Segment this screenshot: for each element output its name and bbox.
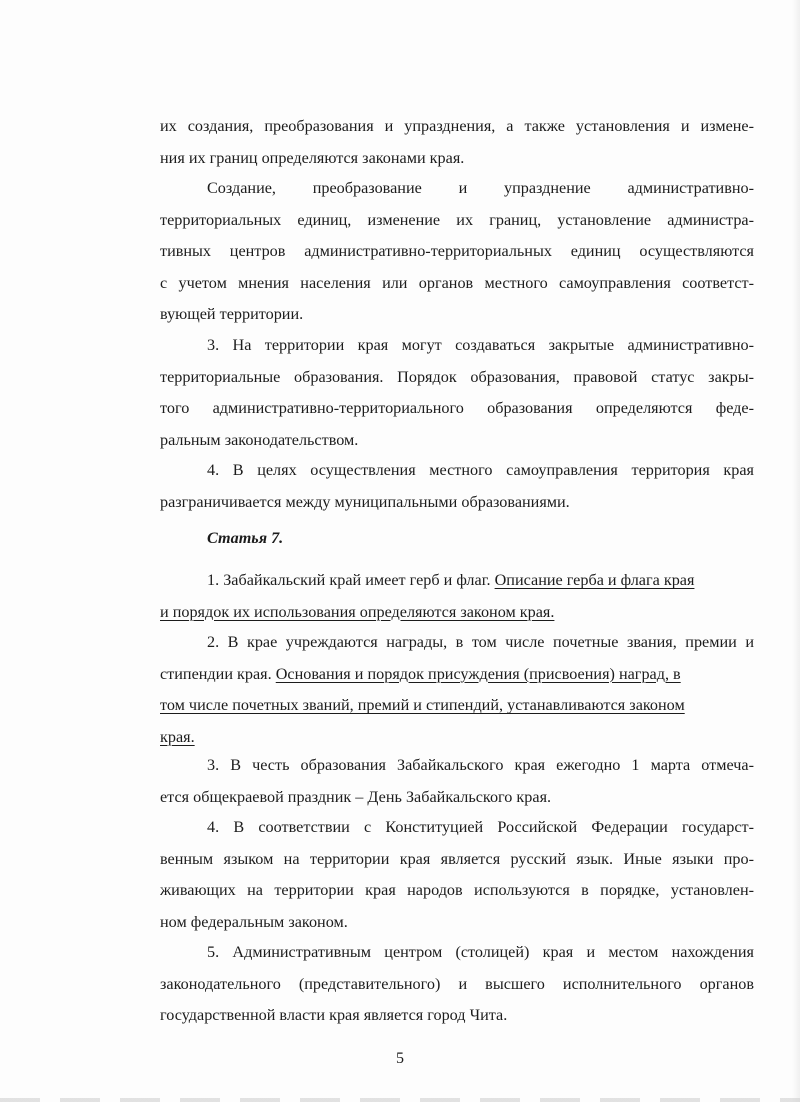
text-line: тивных центров административно-территориальных единиц осуществляются [160, 242, 754, 260]
text-line: 4. В соответствии с Конституцией Российской Федерации государст- [207, 818, 754, 836]
text-line: вующей территории. [160, 305, 304, 323]
text-line: того административно-территориального образования определяются феде- [160, 399, 754, 417]
text-line: государственной власти края является город Чита. [160, 1006, 508, 1024]
underlined-text: края. [160, 727, 195, 746]
text-line [160, 565, 754, 597]
text-line: ральным законодательством. [160, 430, 359, 449]
text-line: ется общекраевой праздник – День Забайкальского края. [160, 787, 552, 806]
text-line: венным языком на территории края является русский язык. Иные языки про- [160, 849, 754, 868]
text-line: 3. На территории края могут создаваться закрытые административно- [207, 336, 754, 354]
text-line: территориальных единиц, изменение их границ, установление администра- [160, 210, 754, 229]
text-plain: 1. Забайкальский край имеет герб и флаг. [207, 571, 495, 589]
text-line: 3. В честь образования Забайкальского края ежегодно 1 марта отмеча- [207, 756, 754, 774]
article-item-4 [160, 812, 754, 938]
text-plain: стипендии края. [160, 664, 276, 683]
text-line: 2. В крае учреждаются награды, в том числе почетные звания, премии и [207, 633, 754, 651]
underlined-text: Основания и порядок присуждения (присвоения) наград, в [275, 664, 681, 683]
underlined-text: том числе почетных званий, премий и стипендий, устанавливаются законом [160, 696, 685, 714]
text-line: 4. В целях осуществления местного самоуправления территория края [207, 461, 754, 479]
page-number: 5 [396, 1050, 404, 1067]
text-line: с учетом мнения населения или органов местного самоуправления соответст- [160, 273, 754, 292]
text-line: законодательного (представительного) и высшего исполнительного органов [160, 974, 754, 993]
article-item-5 [160, 937, 754, 1032]
article-item-1 [160, 565, 754, 628]
article-heading [160, 523, 754, 555]
text-line [160, 722, 754, 754]
text-line: живающих на территории края народов используются в порядке, установлен- [160, 881, 754, 899]
article-item-2 [160, 627, 754, 753]
text-line [160, 659, 754, 691]
article-item-3 [160, 750, 754, 813]
text-line: ния их границ определяются законами края. [160, 148, 465, 167]
text-line: Создание, преобразование и упразднение административно- [207, 179, 754, 197]
text-line: их создания, преобразования и упразднения, а также установления и измене- [160, 117, 754, 135]
paragraph-municipal [160, 455, 754, 518]
underlined-text: и порядок их использования определяются законом края. [160, 602, 555, 621]
paragraph-continuation [160, 111, 754, 174]
scan-edge-shadow [792, 0, 800, 1102]
paragraph-closed-formations [160, 330, 754, 456]
underlined-text: Описание герба и флага края [494, 571, 695, 589]
text-line [160, 597, 754, 629]
scan-bottom-artifact [0, 1098, 800, 1102]
article-title: Статья 7. [207, 529, 284, 547]
text-line: территориальные образования. Порядок образования, правовой статус закры- [160, 367, 754, 386]
text-line: ном федеральным законом. [160, 912, 348, 931]
text-line: разграничивается между муниципальными образованиями. [160, 492, 570, 511]
text-line [160, 690, 754, 722]
paragraph-creation [160, 173, 754, 331]
text-line: 5. Административным центром (столицей) края и местом нахождения [207, 943, 754, 961]
